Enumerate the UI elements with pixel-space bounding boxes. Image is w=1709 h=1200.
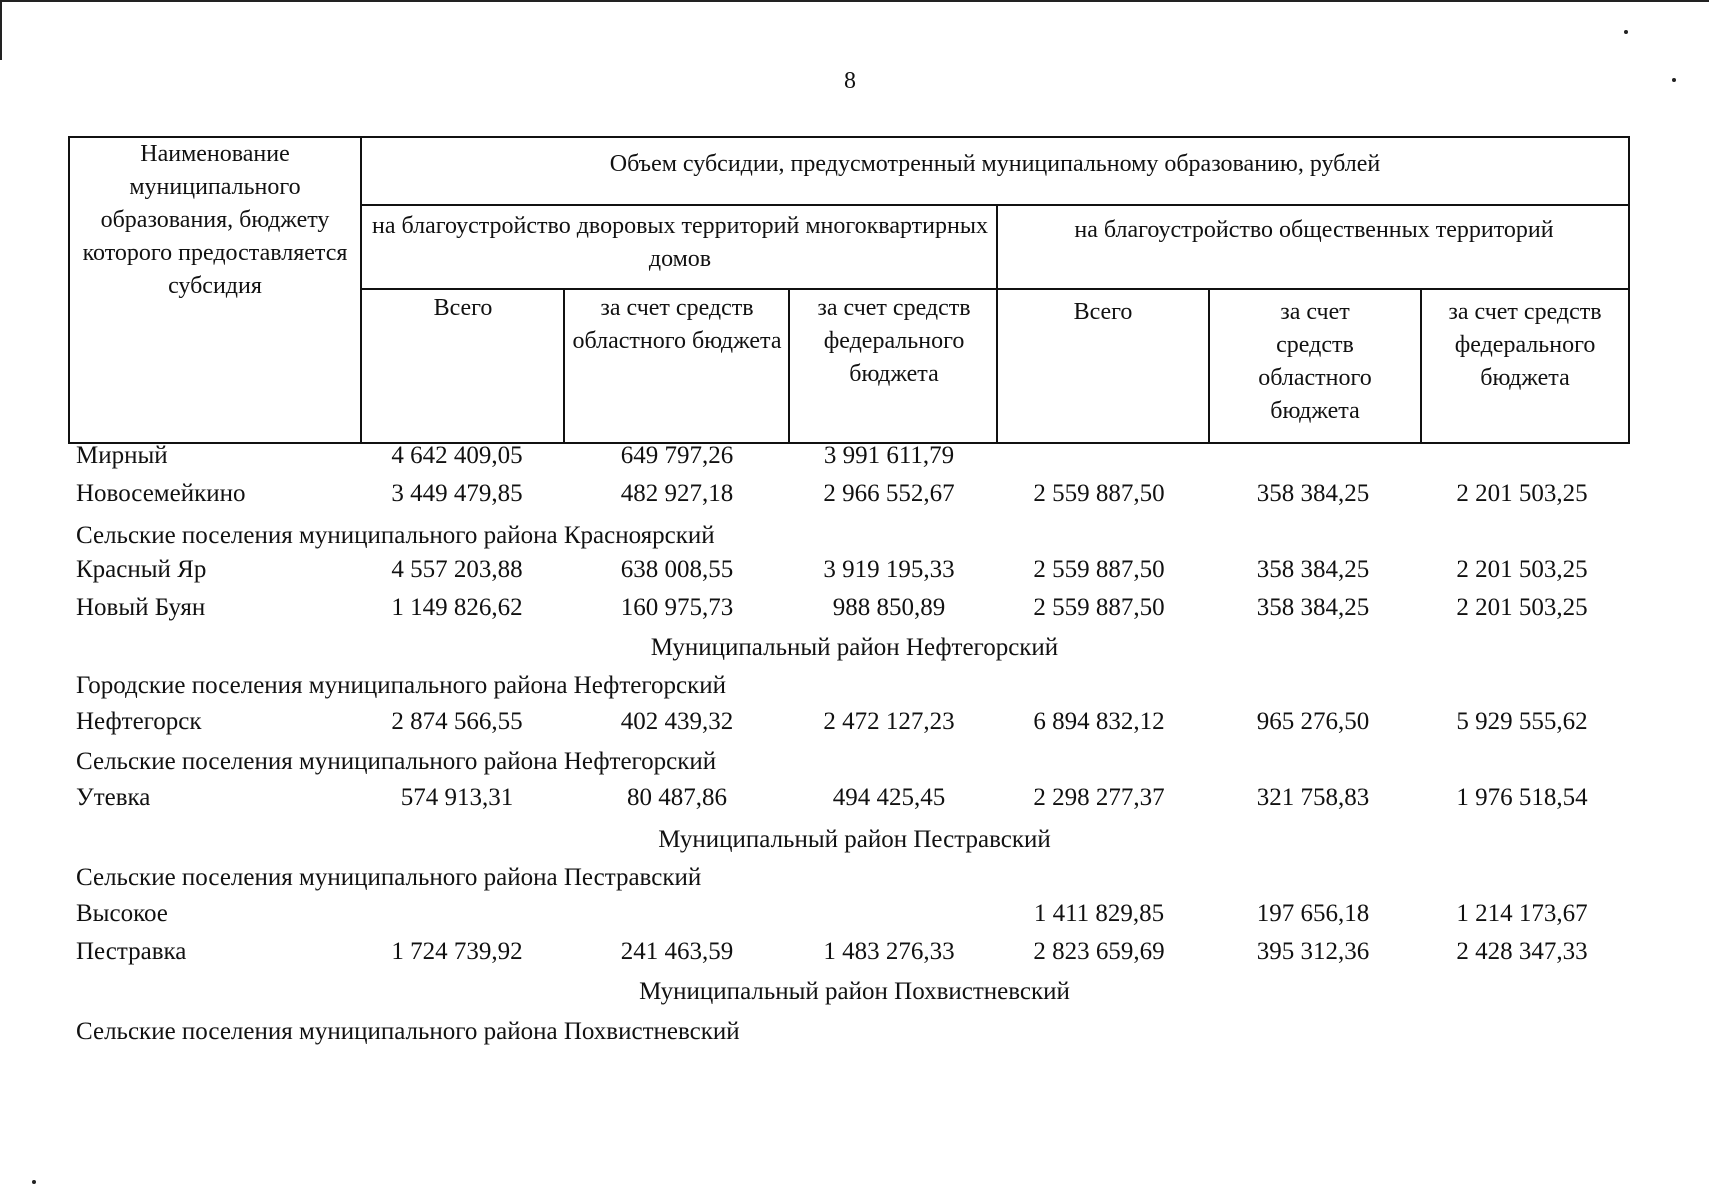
row-value: 2 559 887,50	[1033, 556, 1165, 583]
row-value: 2 472 127,23	[823, 708, 955, 735]
row-value: 3 991 611,79	[823, 442, 955, 469]
settlement-group-heading: Сельские поселения муниципального района Красноярский	[76, 522, 715, 549]
row-value: 5 929 555,62	[1456, 708, 1588, 735]
table-row	[0, 934, 1709, 970]
header-group-public: на благоустройство общественных территорий	[1074, 217, 1554, 243]
row-value: 2 201 503,25	[1456, 480, 1588, 507]
row-value: 3 919 195,33	[823, 556, 955, 583]
table-row	[0, 590, 1709, 626]
row-value: 482 927,18	[620, 480, 734, 507]
row-value: 1 976 518,54	[1456, 784, 1588, 811]
header-subcol: за счет средств областного бюджета	[1258, 299, 1372, 424]
row-name: Высокое	[76, 900, 168, 927]
row-value: 2 823 659,69	[1033, 938, 1165, 965]
row-value: 1 724 739,92	[391, 938, 523, 965]
row-value: 358 384,25	[1256, 480, 1370, 507]
row-name: Мирный	[76, 442, 168, 469]
row-name: Новосемейкино	[76, 480, 246, 507]
row-name: Новый Буян	[76, 594, 206, 621]
row-value: 2 428 347,33	[1456, 938, 1588, 965]
row-value: 649 797,26	[620, 442, 734, 469]
row-value: 160 975,73	[620, 594, 734, 621]
header-subcol: за счет средств федерального бюджета	[1448, 299, 1602, 391]
row-value: 2 298 277,37	[1033, 784, 1165, 811]
row-name: Нефтегорск	[76, 708, 202, 735]
row-value: 358 384,25	[1256, 556, 1370, 583]
table-row	[0, 780, 1709, 816]
district-heading: Муниципальный район Пестравский	[658, 826, 1051, 853]
table-row	[0, 704, 1709, 740]
row-value: 4 642 409,05	[391, 442, 523, 469]
row-name: Утевка	[76, 784, 151, 811]
row-value: 2 559 887,50	[1033, 480, 1165, 507]
row-value: 321 758,83	[1256, 784, 1370, 811]
header-subcol: за счет средств федерального бюджета	[817, 295, 971, 387]
table-row	[0, 438, 1709, 474]
row-value: 2 559 887,50	[1033, 594, 1165, 621]
row-value: 1 149 826,62	[391, 594, 523, 621]
settlement-group-heading: Сельские поселения муниципального района Похвистневский	[76, 1018, 740, 1045]
settlement-group-heading: Городские поселения муниципального района Нефтегорский	[76, 672, 726, 699]
settlement-group-heading: Сельские поселения муниципального района Пестравский	[76, 864, 702, 891]
header-subcol: Всего	[1073, 299, 1133, 325]
row-value: 402 439,32	[620, 708, 734, 735]
row-name: Пестравка	[76, 938, 187, 965]
table-row	[0, 896, 1709, 932]
row-value: 395 312,36	[1256, 938, 1370, 965]
row-value: 965 276,50	[1256, 708, 1370, 735]
page-number: 8	[844, 68, 856, 94]
row-value: 1 483 276,33	[823, 938, 955, 965]
row-value: 1 411 829,85	[1033, 900, 1165, 927]
row-value: 2 201 503,25	[1456, 556, 1588, 583]
header-name-column: Наименование муниципального образования, бюджету которого предоставляется субсидия	[82, 141, 348, 299]
row-value: 358 384,25	[1256, 594, 1370, 621]
row-value: 3 449 479,85	[391, 480, 523, 507]
table-row	[0, 552, 1709, 588]
row-value: 241 463,59	[620, 938, 734, 965]
header-subcol: за счет средств областного бюджета	[572, 295, 782, 354]
row-value: 2 966 552,67	[823, 480, 955, 507]
header-group-yards: на благоустройство дворовых территорий многоквартирных домов	[372, 213, 988, 272]
table-row	[0, 476, 1709, 512]
row-value: 6 894 832,12	[1033, 708, 1165, 735]
row-value: 2 201 503,25	[1456, 594, 1588, 621]
row-value: 80 487,86	[627, 784, 727, 811]
district-heading: Муниципальный район Нефтегорский	[650, 634, 1059, 661]
row-value: 197 656,18	[1256, 900, 1370, 927]
row-value: 1 214 173,67	[1456, 900, 1588, 927]
settlement-group-heading: Сельские поселения муниципального района Нефтегорский	[76, 748, 717, 775]
row-value: 494 425,45	[832, 784, 946, 811]
row-name: Красный Яр	[76, 556, 207, 583]
row-value: 4 557 203,88	[391, 556, 523, 583]
header-volume: Объем субсидии, предусмотренный муниципальному образованию, рублей	[609, 151, 1381, 177]
row-value: 574 913,31	[400, 784, 514, 811]
row-value: 638 008,55	[620, 556, 734, 583]
row-value: 988 850,89	[832, 594, 946, 621]
header-subcol: Всего	[433, 295, 493, 321]
row-value: 2 874 566,55	[391, 708, 523, 735]
district-heading: Муниципальный район Похвистневский	[639, 978, 1070, 1005]
